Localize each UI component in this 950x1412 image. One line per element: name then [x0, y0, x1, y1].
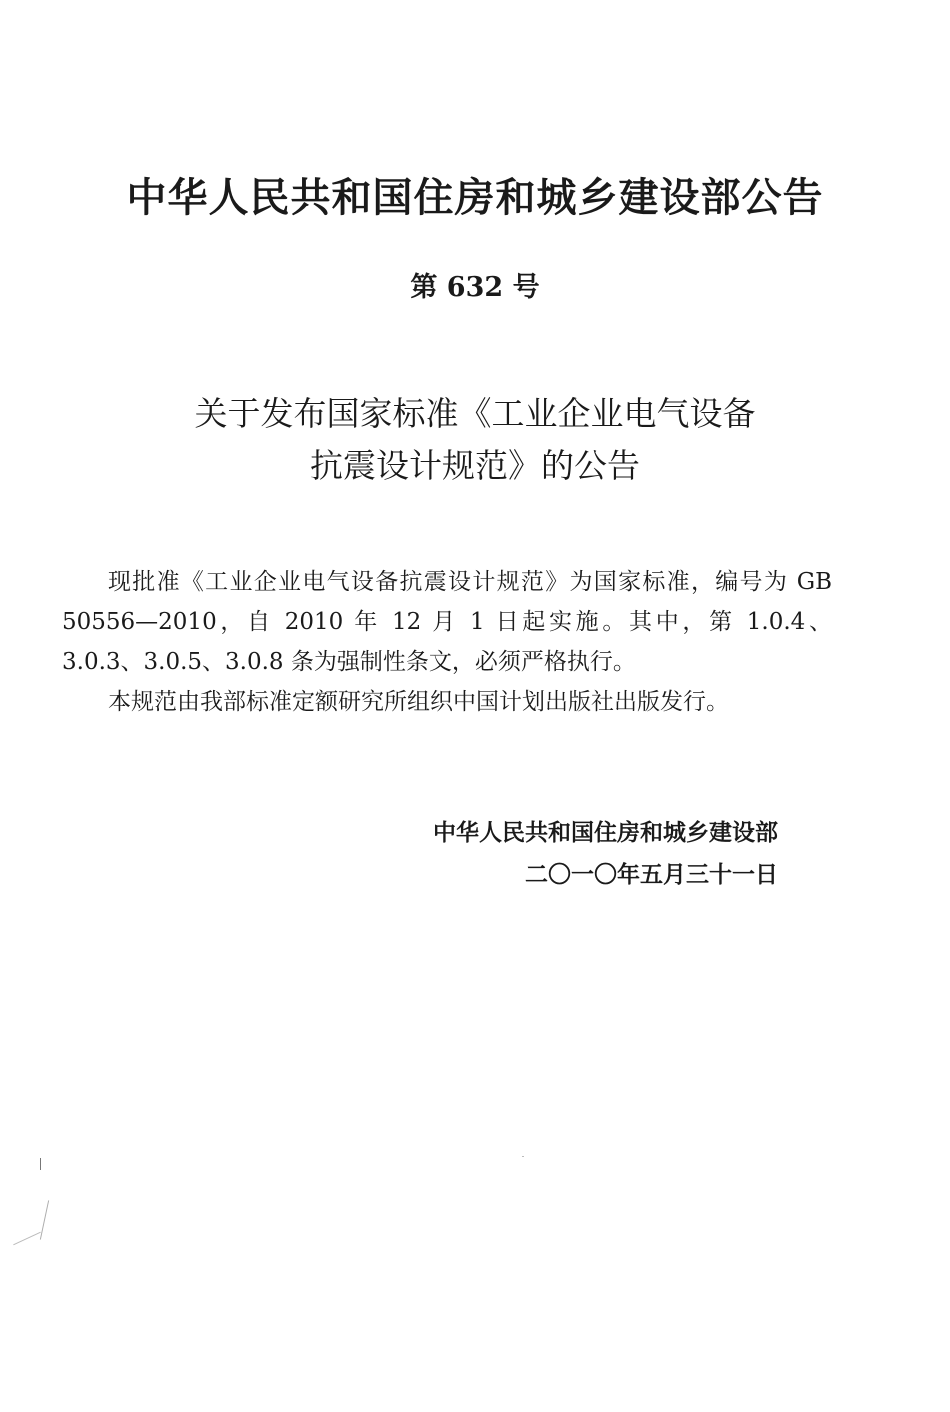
ministry-title: 中华人民共和国住房和城乡建设部公告: [126, 175, 824, 221]
issue-date: 二〇一〇年五月三十一日: [525, 862, 778, 888]
scan-artifact: [13, 1232, 41, 1246]
notice-body: [62, 562, 832, 722]
notice-number: 第 632 号: [410, 272, 540, 303]
body-paragraph-2: 本规范由我部标准定额研究所组织中国计划出版社出版发行。: [108, 689, 729, 715]
signature-block: [0, 812, 778, 896]
scan-artifact: [40, 1158, 41, 1170]
notice-subject: [0, 388, 950, 492]
subject-line-1: 关于发布国家标准《工业企业电气设备: [194, 394, 756, 433]
scan-artifact: [40, 1200, 49, 1239]
body-paragraph-1: 现批准《工业企业电气设备抗震设计规范》为国家标准，编号为 GB 50556—2010，自 2010 年 12 月 1 日起实施。其中，第 1.0.4、3.0.3、3.0.5、3.0.8 条为强制性条文，必须严格执行。: [62, 569, 832, 675]
issuer-name: 中华人民共和国住房和城乡建设部: [433, 820, 778, 846]
subject-line-2: 抗震设计规范》的公告: [310, 446, 640, 485]
scan-artifact: [522, 1156, 524, 1157]
